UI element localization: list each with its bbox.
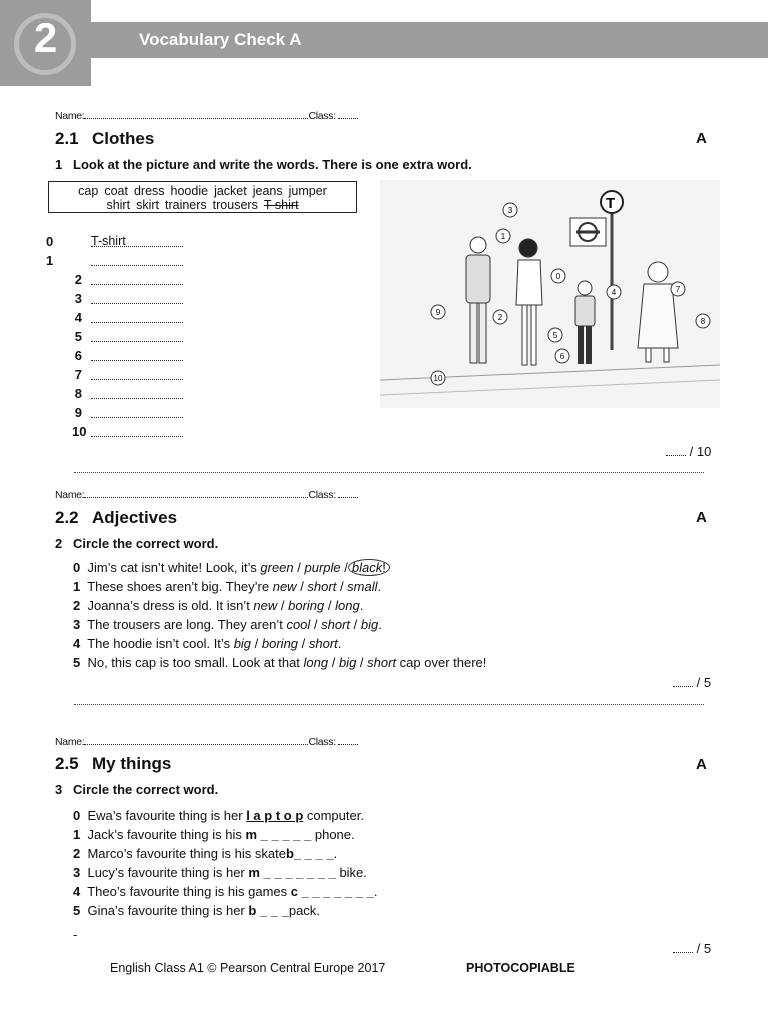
item-number: 3 (74, 291, 82, 306)
class-label: Class: (308, 489, 336, 501)
instruction-text: Circle the correct word. (73, 782, 219, 797)
adjective-item-1: 1 These shoes aren’t big. They’re new / short / small. (73, 579, 382, 594)
word-blank[interactable]: l a p t o p (246, 808, 304, 823)
section-title: Clothes (92, 129, 155, 148)
level-label: A (696, 509, 707, 526)
instruction-text: Circle the correct word. (73, 536, 219, 551)
section-number: 2.5 (55, 754, 79, 773)
adjective-item-0: 0 Jim’s cat isn’t white! Look, it’s green / purple / black! (73, 560, 390, 575)
level-label: A (696, 756, 707, 773)
word: trainers (164, 198, 207, 212)
footer-copyright: English Class A1 © Pearson Central Europe 2017 (110, 961, 386, 975)
word-bank (48, 181, 357, 213)
word: dress (133, 184, 165, 198)
name-label: Name: (55, 110, 85, 122)
word: jacket (214, 184, 247, 198)
item-number: 10 (72, 424, 87, 439)
word: jumper (288, 184, 327, 198)
score-field[interactable] (673, 675, 693, 687)
page-title: Vocabulary Check A (139, 30, 302, 49)
name-field[interactable] (84, 487, 308, 498)
word: coat (104, 184, 128, 198)
things-item-5: 5 Gina’s favourite thing is her b _ _ _pack. (73, 903, 320, 918)
item-number: 1 (46, 253, 54, 268)
score-box-2 (673, 675, 711, 690)
svg-text:2: 2 (497, 313, 503, 322)
name-class-row-1 (55, 108, 358, 122)
svg-text:10: 10 (433, 374, 443, 383)
answer-field[interactable] (91, 272, 183, 285)
sign-letter: T (606, 195, 616, 212)
item-number: 4 (74, 310, 82, 325)
name-label: Name: (55, 736, 85, 748)
adjective-item-4: 4 The hoodie isn’t cool. It’s big / boring / short. (73, 636, 342, 651)
things-item-4: 4 Theo’s favourite thing is his games c _ _ _ _ _ _ _. (73, 884, 378, 899)
score-field[interactable] (666, 444, 686, 456)
name-class-row-2 (55, 487, 358, 501)
class-field[interactable] (338, 734, 358, 745)
word: cap (78, 184, 99, 198)
name-field[interactable] (84, 108, 308, 119)
section-divider (74, 472, 704, 473)
name-class-row-3 (55, 734, 358, 748)
answer-field[interactable] (91, 405, 183, 418)
class-field[interactable] (338, 487, 358, 498)
answer-field[interactable] (91, 310, 183, 323)
adjective-item-5: 5 No, this cap is too small. Look at that long / big / short cap over there! (73, 655, 487, 670)
word-blank[interactable]: m _ _ _ _ _ _ _ (248, 865, 336, 880)
word: shirt (106, 198, 131, 212)
word: jeans (252, 184, 283, 198)
item-number: 6 (74, 348, 82, 363)
item-number: 9 (74, 405, 82, 420)
item-number: 5 (74, 329, 82, 344)
section-title: My things (92, 754, 172, 773)
score-box-1 (666, 444, 711, 459)
class-label: Class: (308, 110, 336, 122)
svg-text:6: 6 (559, 352, 565, 361)
answer-field[interactable] (91, 253, 183, 266)
svg-text:4: 4 (611, 288, 617, 297)
item-number: 8 (74, 386, 82, 401)
instruction-number: 3 (55, 782, 63, 797)
answer-field[interactable] (91, 424, 183, 437)
things-item-1: 1 Jack’s favourite thing is his m _ _ _ _ _ phone. (73, 827, 355, 842)
bus-stop-illustration (380, 180, 720, 408)
circled-answer[interactable]: black! (348, 559, 390, 576)
svg-text:7: 7 (675, 285, 681, 294)
svg-text:8: 8 (700, 317, 706, 326)
answer-field[interactable] (91, 329, 183, 342)
word-bank-row-2 (49, 198, 356, 212)
name-label: Name: (55, 489, 85, 501)
word: skirt (136, 198, 159, 212)
class-label: Class: (308, 736, 336, 748)
answer-field[interactable] (91, 367, 183, 380)
svg-text:3: 3 (507, 206, 513, 215)
things-item-0: 0 Ewa’s favourite thing is her l a p t o p computer. (73, 808, 364, 823)
section-number: 2.2 (55, 508, 79, 527)
section-title: Adjectives (92, 508, 178, 527)
word: hoodie (170, 184, 209, 198)
svg-text:0: 0 (555, 272, 561, 281)
instruction-text: Look at the picture and write the words. There is one extra word. (73, 157, 472, 172)
struck-word: T-shirt (263, 198, 299, 212)
stray-mark: - (73, 927, 78, 942)
class-field[interactable] (338, 108, 358, 119)
word-blank[interactable]: b _ _ _ (248, 903, 289, 918)
word-blank[interactable]: c _ _ _ _ _ _ _ (290, 884, 374, 899)
score-box-3 (673, 941, 711, 956)
adjective-item-3: 3 The trousers are long. They aren’t cool / short / big. (73, 617, 382, 632)
footer-photocopiable: PHOTOCOPIABLE (466, 961, 575, 975)
level-label: A (696, 130, 707, 147)
instruction-number: 1 (55, 157, 63, 172)
name-field[interactable] (84, 734, 308, 745)
things-item-3: 3 Lucy’s favourite thing is her m _ _ _ _ _ _ _ bike. (73, 865, 367, 880)
svg-text:1: 1 (500, 232, 506, 241)
section-number: 2.1 (55, 129, 79, 148)
adjective-item-2: 2 Joanna’s dress is old. It isn’t new / boring / long. (73, 598, 364, 613)
item-number: 2 (74, 272, 82, 287)
answer-field[interactable] (91, 348, 183, 361)
answer-field[interactable]: T-shirt (91, 234, 183, 247)
section-divider (74, 704, 704, 705)
word-bank-row-1 (49, 184, 356, 198)
score-total: / 10 (689, 444, 712, 459)
svg-text:9: 9 (435, 308, 441, 317)
svg-text:5: 5 (552, 331, 558, 340)
things-item-2: 2 Marco’s favourite thing is his skateb_ _ _ _. (73, 846, 338, 861)
score-field[interactable] (673, 941, 693, 953)
item-number: 7 (74, 367, 82, 382)
item-number: 0 (46, 234, 54, 249)
answer-field[interactable] (91, 291, 183, 304)
word-blank[interactable]: m _ _ _ _ _ (245, 827, 312, 842)
word: trousers (212, 198, 258, 212)
score-total: / 5 (696, 941, 712, 956)
score-total: / 5 (696, 675, 712, 690)
answer-field[interactable] (91, 386, 183, 399)
word-blank[interactable]: b_ _ _ _ (285, 846, 334, 861)
unit-number: 2 (33, 14, 58, 61)
instruction-number: 2 (55, 536, 63, 551)
